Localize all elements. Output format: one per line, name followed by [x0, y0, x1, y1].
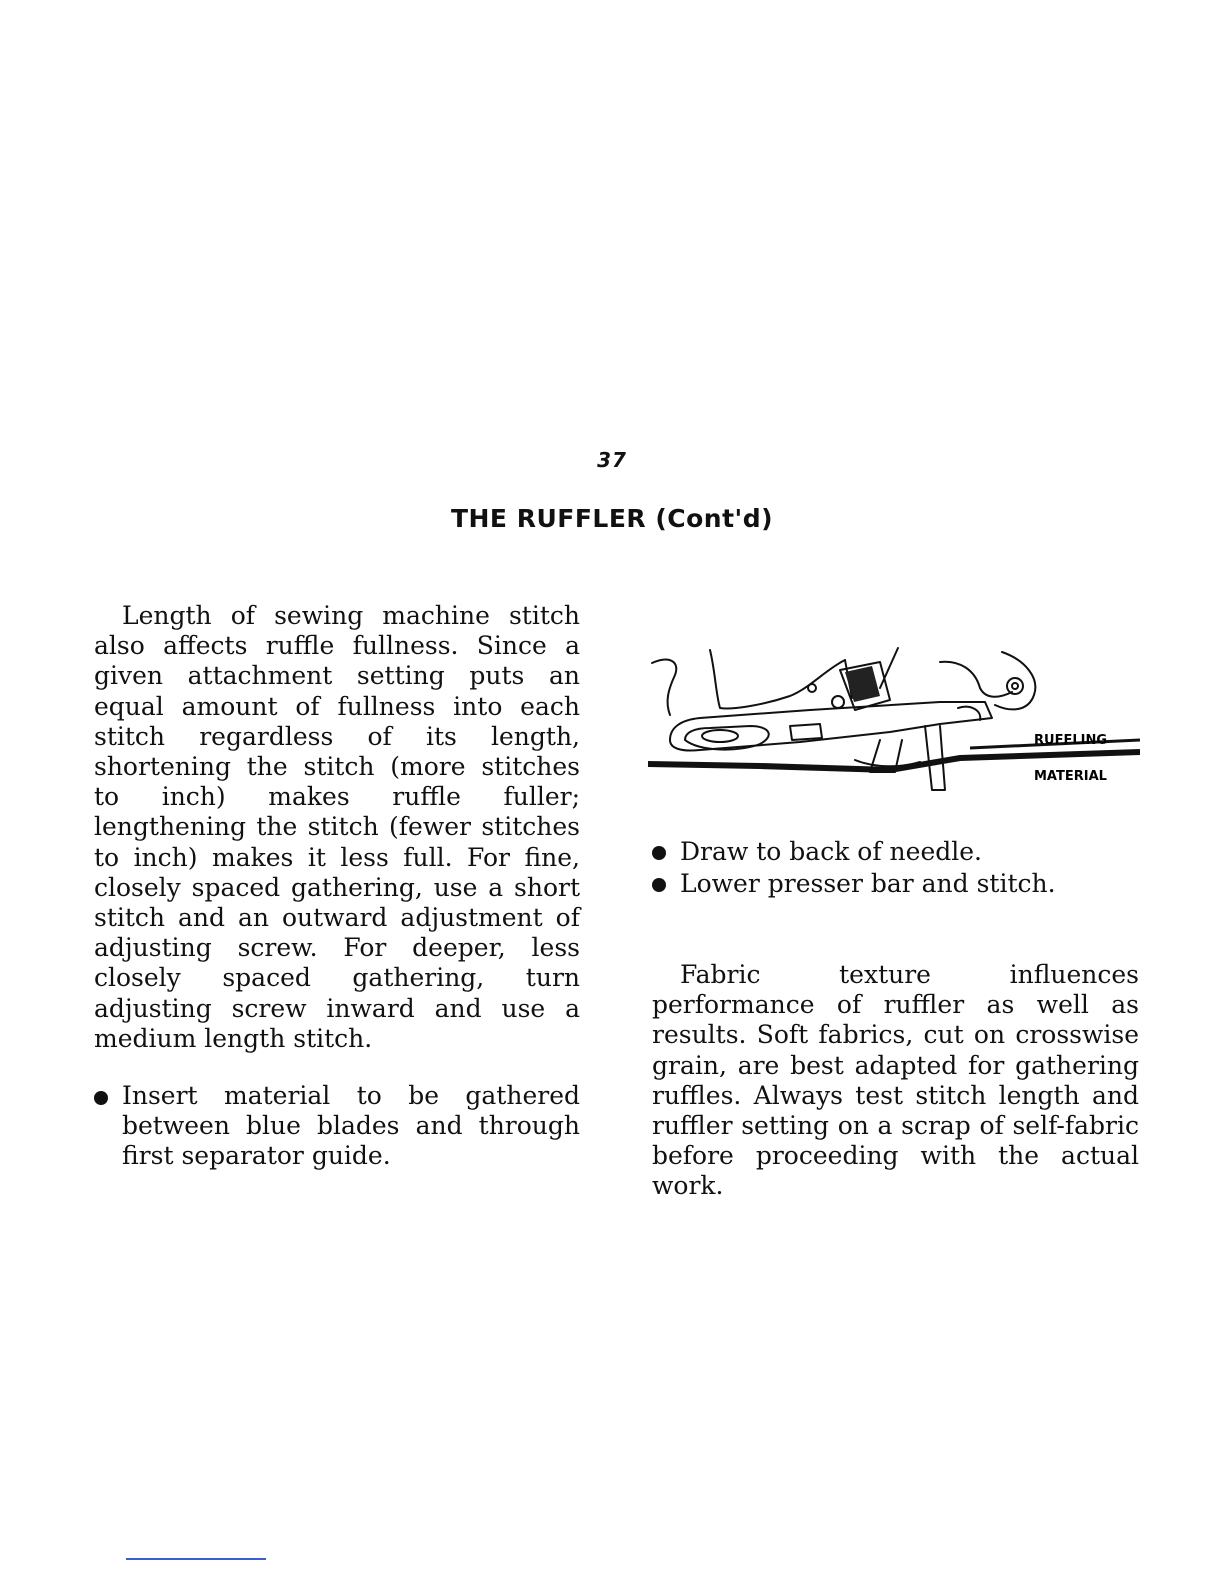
list-item-text: Lower presser bar and stitch.: [680, 869, 1056, 898]
ruffler-body: [670, 702, 992, 751]
frame-curve-right: [940, 662, 1012, 697]
needle-bar: [925, 726, 945, 790]
rivet-icon: [832, 696, 844, 708]
fabric-strip: [648, 752, 1140, 770]
screw-head-icon: [1007, 678, 1023, 694]
list-item: [94, 1081, 580, 1172]
page-number: 37: [597, 448, 627, 472]
right-column: [652, 960, 1139, 1202]
left-bullet-list: [94, 1081, 580, 1172]
page-title: THE RUFFLER (Cont'd): [450, 504, 774, 533]
bullet-dot-icon: [94, 1091, 108, 1105]
list-item: [652, 836, 1139, 868]
separator-guide: [790, 724, 822, 740]
spring-curve: [958, 707, 980, 720]
stitch-length-paragraph: Length of sewing machine stitch also affects ruffle fullness. Since a given attachment setting puts an equal amount of fullness into each stitch regardless of its length, shortening the stitch (more stitches to inch) makes ruffle fuller; lengthening the stitch (fewer stitches to inch) makes it less full. For fine, closely spaced gathering, use a short stitch and an outward adjustment of adjusting screw. For deeper, less closely spaced gathering, turn adjusting screw inward and use a medium length stitch.: [94, 601, 580, 1053]
ruffler-illustration: [640, 640, 1140, 815]
left-column: [94, 601, 580, 1054]
bullet-dot-icon: [652, 878, 666, 892]
fabric-texture-paragraph: Fabric texture influences performance of ruffler as well as results. Soft fabrics, cut on crosswise grain, are best adapted for gathering ruffles. Always test stitch length and ruffler setting on a scrap of self-fabric before proceeding with the actual work.: [652, 960, 1139, 1201]
rivet-icon: [808, 684, 816, 692]
ruffling-label: RUFFLING: [1034, 733, 1107, 748]
foot-slot: [702, 730, 738, 742]
frame-curve-left: [652, 660, 676, 715]
footer-rule: [126, 1558, 266, 1560]
right-bullet-list: [652, 836, 1139, 900]
adjusting-screw-loop: [995, 652, 1035, 709]
list-item-text: Insert material to be gathered between blue blades and through first separator guide.: [122, 1081, 580, 1171]
frame-curve-top: [710, 650, 845, 709]
list-item: [652, 868, 1139, 900]
list-item-text: Draw to back of needle.: [680, 837, 982, 866]
bullet-dot-icon: [652, 846, 666, 860]
material-label: MATERIAL: [1034, 769, 1107, 784]
frame-arm: [880, 648, 898, 688]
